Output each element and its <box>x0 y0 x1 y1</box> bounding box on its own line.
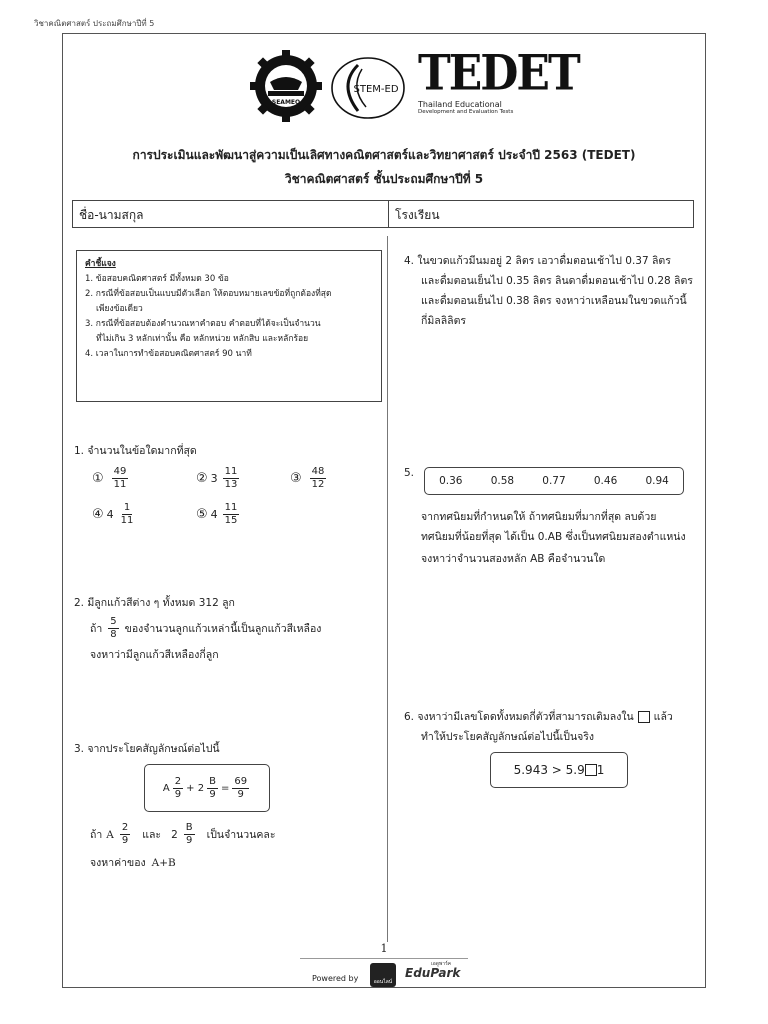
question-4-line-1: 4. ในขวดแก้วมีนมอยู่ 2 ลิตร เอวาดื่มตอนเช้าไป 0.37 ลิตร <box>404 255 671 267</box>
powered-by-label: Powered by <box>312 974 359 983</box>
choice-fraction: $\frac{11}{15}$ <box>224 502 238 526</box>
question-4-line-4: กี่มิลลิลิตร <box>421 315 467 327</box>
blank-square-icon <box>585 764 597 776</box>
choice-fraction: $\frac{1}{11}$ <box>120 502 134 526</box>
choice-fraction: $\frac{49}{11}$ <box>113 466 127 490</box>
seameo-logo <box>250 50 322 122</box>
choice-marker: ③ <box>290 471 302 486</box>
running-header: วิชาคณิตศาสตร์ ประถมศึกษาปีที่ 5 <box>34 19 155 28</box>
question-5-number: 5. <box>404 467 415 479</box>
q1-choice-1[interactable] <box>92 466 130 491</box>
choice-whole: 4 <box>210 508 218 521</box>
decimal-value: 0.77 <box>542 475 566 487</box>
name-field[interactable]: ชื่อ-นามสกุล <box>73 201 389 227</box>
decimal-value: 0.94 <box>645 475 669 487</box>
decimal-value: 0.46 <box>593 475 618 487</box>
choice-whole: 4 <box>106 508 114 521</box>
choice-fraction: $\frac{48}{12}$ <box>311 466 325 490</box>
choice-marker: ⑤ <box>196 507 208 522</box>
q2-suffix: ของจำนวนลูกแก้วเหล่านี้เป็นลูกแก้วสีเหลือง <box>124 622 322 635</box>
cond-frac-b: $\frac{B}{9}$ <box>185 822 193 846</box>
q5-decimals-box <box>424 467 684 495</box>
instruction-item: ที่ไม่เกิน 3 หลักเท่านั้น คือ หลักหน่วย หลักสิบ และหลักร้อย <box>96 334 309 344</box>
exam-subject: วิชาคณิตศาสตร์ ชั้นประถมศึกษาปีที่ 5 <box>284 172 484 186</box>
question-5-line-2: ทศนิยมที่น้อยที่สุด ได้เป็น 0.AB ซึ่งเป็นทศนิยมสองตำแหน่ง <box>421 531 686 543</box>
instruction-item: เพียงข้อเดียว <box>96 304 143 314</box>
q1-choice-3[interactable] <box>290 466 328 491</box>
edupark-logo: เอดูพาร์ค EduPark <box>405 961 461 980</box>
q2-prefix: ถ้า <box>90 622 103 635</box>
question-4-line-3: และดื่มตอนเย็นไป 0.38 ลิตร จงหาว่าเหลือนมในขวดแก้วนี้ <box>421 295 687 307</box>
instruction-item: 2. กรณีที่ข้อสอบเป็นแบบมีตัวเลือก ให้ตอบหมายเลขข้อที่ถูกต้องที่สุด <box>85 289 332 299</box>
eq-frac-result: $\frac{69}{9}$ <box>234 775 248 800</box>
question-4-line-2: และดื่มตอนเย็นไป 0.35 ลิตร ลินดาดื่มตอนเช้าไป 0.28 ลิตร <box>421 275 693 287</box>
blank-square-icon <box>638 711 650 723</box>
instruction-item: 4. เวลาในการทำข้อสอบคณิตศาสตร์ 90 นาที <box>85 349 252 359</box>
choice-whole: 3 <box>210 472 218 485</box>
eq-equals: = <box>220 782 230 794</box>
eq-a: A <box>162 782 170 794</box>
page-number: 1 <box>380 942 388 955</box>
name-school-box <box>72 200 694 228</box>
question-3-line-1: 3. จากประโยคสัญลักษณ์ต่อไปนี้ <box>74 743 220 755</box>
q2-fraction: $\frac{5}{8}$ <box>110 616 117 640</box>
instruction-item: 1. ข้อสอบคณิตศาสตร์ มีทั้งหมด 30 ข้อ <box>85 274 229 284</box>
question-3-condition: ถ้า A $\frac{2}{9}$ และ 2 $\frac{B}{9}$ เป็นจำนวนคละ <box>90 822 276 846</box>
q1-choice-2[interactable] <box>196 466 241 491</box>
tedet-logo <box>418 45 579 116</box>
cond-frac-a: $\frac{2}{9}$ <box>121 822 129 846</box>
question-1-text: 1. จำนวนในข้อใดมากที่สุด <box>74 445 197 457</box>
choice-marker: ② <box>196 471 208 486</box>
decimal-value: 0.58 <box>490 475 515 487</box>
q1-choice-4[interactable] <box>92 502 137 527</box>
q6-inequality-box: 5.943 > 5.9 1 <box>490 752 628 788</box>
stemed-logo <box>328 55 408 121</box>
instructions-title: คำชี้แจง <box>85 259 116 269</box>
tedet-subtitle-1: Thailand Educational <box>418 100 502 109</box>
stemed-label: STEM-ED <box>353 84 399 95</box>
choice-fraction: $\frac{11}{13}$ <box>224 466 238 490</box>
instruction-item: 3. กรณีที่ข้อสอบต้องคำนวณหาคำตอบ คำตอบที่ได้จะเป็นจำนวน <box>85 319 321 329</box>
choice-marker: ④ <box>92 507 104 522</box>
question-3-ask: จงหาค่าของ A+B <box>90 857 176 869</box>
q3-equation-box <box>144 764 270 812</box>
question-2-line-1: 2. มีลูกแก้วสีต่าง ๆ ทั้งหมด 312 ลูก <box>74 597 235 609</box>
question-6-line-1: 6. จงหาว่ามีเลขโดดทั้งหมดกี่ตัวที่สามารถเติมลงใน แล้ว <box>404 711 673 723</box>
logo-strip <box>250 45 579 130</box>
footer-divider <box>300 958 468 959</box>
eq-frac-b: $\frac{B}{9}$ <box>209 775 216 800</box>
tedet-subtitle-2: Development and Evaluation Tests <box>418 109 514 115</box>
sponsor-logo: ออนไลน์ <box>370 963 396 987</box>
school-field[interactable]: โรงเรียน <box>395 208 440 222</box>
exam-title: การประเมินและพัฒนาสู่ความเป็นเลิศทางคณิตศาสตร์และวิทยาศาสตร์ ประจำปี 2563 (TEDET) <box>132 148 636 162</box>
decimal-value: 0.36 <box>439 475 463 487</box>
q1-choice-5[interactable] <box>196 502 241 527</box>
seameo-label: SEAMEO <box>271 99 301 106</box>
tedet-wordmark: TEDET <box>418 45 579 102</box>
question-5-line-3: จงหาว่าจำนวนสองหลัก AB คือจำนวนใด <box>421 553 606 565</box>
question-2-line-3: จงหาว่ามีลูกแก้วสีเหลืองกี่ลูก <box>90 649 219 661</box>
column-divider <box>387 236 388 942</box>
eq-frac-a: $\frac{2}{9}$ <box>174 775 182 800</box>
choice-marker: ① <box>92 471 104 486</box>
question-5-line-1: จากทศนิยมที่กำหนดให้ ถ้าทศนิยมที่มากที่สุด ลบด้วย <box>421 511 657 523</box>
instructions-box <box>76 250 382 402</box>
eq-plus: + 2 <box>186 782 205 794</box>
question-6-line-2: ทำให้ประโยคสัญลักษณ์ต่อไปนี้เป็นจริง <box>421 731 595 743</box>
question-2-line-2 <box>90 616 321 641</box>
